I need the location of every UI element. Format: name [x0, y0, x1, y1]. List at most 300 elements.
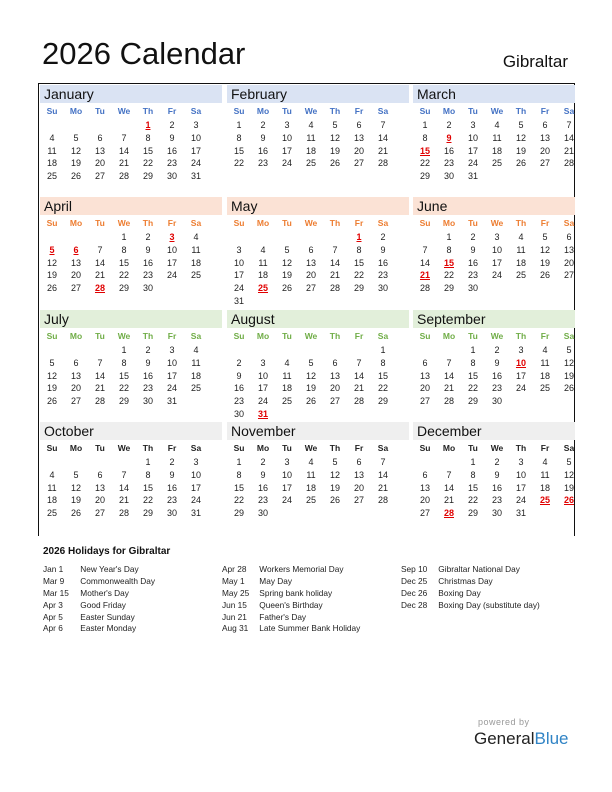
day-cell: 19	[539, 257, 550, 268]
day-cell: 30	[142, 283, 153, 294]
day-cell: 26	[305, 396, 316, 407]
day-cell: 26	[70, 508, 81, 519]
day-cell: 15	[142, 482, 153, 493]
day-cell: 6	[332, 357, 338, 368]
day-cell: 13	[70, 370, 81, 381]
day-cell: 24	[166, 383, 177, 394]
day-cell: 18	[539, 482, 550, 493]
day-cell: 27	[305, 283, 316, 294]
day-cell	[64, 119, 88, 132]
day-cell	[227, 344, 251, 357]
day-cell: 16	[377, 257, 388, 268]
day-cell: 19	[563, 482, 574, 493]
day-cell: 29	[353, 283, 364, 294]
day-cell: 28	[353, 396, 364, 407]
day-cell: 9	[260, 469, 266, 480]
day-cell: 9	[380, 244, 386, 255]
day-cell: 20	[563, 257, 574, 268]
day-cell: 8	[145, 469, 151, 480]
day-cell: 10	[257, 370, 268, 381]
week-row	[227, 482, 407, 495]
day-cell: 14	[329, 257, 340, 268]
month-name: May	[227, 197, 409, 215]
weekday-header: Su Mo Tu We Th Fr Sa	[233, 218, 389, 228]
week-row	[227, 344, 407, 357]
day-cell: 9	[169, 132, 175, 143]
day-cell: 6	[356, 120, 362, 130]
day-cell: 24	[281, 495, 292, 506]
day-cell: 16	[166, 145, 177, 156]
day-cell: 8	[422, 132, 428, 143]
day-cell: 10	[491, 244, 502, 255]
day-cell: 25	[305, 158, 316, 169]
day-cell: 17	[166, 257, 177, 268]
day-cell: 30	[166, 508, 177, 519]
day-cell: 20	[353, 145, 364, 156]
day-cell: 4	[308, 457, 314, 467]
day-cell: 29	[443, 283, 454, 294]
day-cell: 10	[515, 469, 526, 480]
day-cell: 29	[419, 171, 430, 182]
day-cell	[64, 344, 88, 357]
day-cell: 11	[191, 244, 201, 255]
day-cell: 15	[118, 257, 129, 268]
week-row	[413, 370, 593, 383]
day-cell: 9	[494, 469, 500, 480]
holiday-item: Apr 28 Workers Memorial Day	[222, 564, 344, 574]
day-cell: 6	[73, 244, 79, 255]
day-cell: 21	[563, 145, 574, 156]
day-cell: 27	[94, 171, 105, 182]
day-cell: 15	[233, 482, 244, 493]
month-october	[40, 422, 220, 520]
month-name: November	[227, 422, 409, 440]
day-cell: 10	[166, 357, 177, 368]
day-cell: 21	[118, 495, 129, 506]
day-cell: 4	[260, 244, 266, 255]
day-cell: 30	[491, 508, 502, 519]
day-cell: 21	[377, 145, 388, 156]
holiday-column	[222, 564, 360, 635]
day-cell: 19	[46, 270, 57, 281]
week-row	[413, 269, 593, 282]
day-cell: 6	[97, 132, 103, 143]
day-cell: 26	[329, 158, 340, 169]
day-cell: 2	[494, 457, 500, 467]
day-cell	[299, 231, 323, 244]
day-cell: 21	[329, 270, 340, 281]
day-cell: 29	[142, 171, 153, 182]
week-row	[227, 244, 407, 257]
day-cell: 1	[121, 345, 127, 355]
holiday-item: Dec 25 Christmas Day	[401, 575, 493, 586]
day-cell: 14	[118, 145, 129, 156]
week-row	[40, 482, 220, 495]
day-cell: 6	[308, 244, 314, 255]
holiday-item: May 25 Spring bank holiday	[222, 587, 333, 598]
day-cell: 31	[190, 171, 201, 182]
day-cell: 11	[540, 357, 550, 368]
day-cell: 17	[190, 145, 201, 156]
week-row	[40, 469, 220, 482]
day-cell	[88, 231, 112, 244]
day-cell: 3	[470, 120, 476, 130]
week-row	[227, 370, 407, 383]
day-cell: 24	[190, 495, 201, 506]
week-row	[227, 269, 407, 282]
day-cell: 14	[377, 469, 388, 480]
month-name: June	[413, 197, 575, 215]
week-row	[40, 244, 220, 257]
day-cell: 26	[563, 383, 574, 394]
week-row	[413, 494, 593, 507]
weekday-header: Su Mo Tu We Th Fr Sa	[46, 443, 202, 453]
day-cell: 4	[494, 120, 500, 130]
day-cell: 22	[377, 383, 388, 394]
day-cell: 21	[443, 383, 454, 394]
day-cell: 22	[233, 158, 244, 169]
day-cell	[40, 119, 64, 132]
day-cell: 4	[49, 469, 55, 480]
week-row	[40, 370, 220, 383]
day-cell: 27	[539, 158, 550, 169]
page-title: 2026 Calendar	[42, 36, 246, 71]
day-cell: 4	[193, 345, 199, 355]
day-cell: 15	[467, 482, 478, 493]
day-cell: 27	[419, 396, 430, 407]
weekday-header: Su Mo Tu We Th Fr Sa	[419, 443, 575, 453]
powered-by: powered by	[478, 717, 530, 727]
day-cell: 3	[236, 244, 242, 255]
day-cell: 17	[233, 270, 244, 281]
day-cell: 18	[491, 145, 502, 156]
day-cell: 20	[70, 270, 81, 281]
day-cell: 29	[467, 396, 478, 407]
day-cell: 18	[515, 257, 526, 268]
week-row	[227, 395, 407, 408]
day-cell: 20	[305, 270, 316, 281]
day-cell: 5	[49, 357, 55, 368]
day-cell: 3	[494, 232, 500, 242]
day-cell: 28	[377, 495, 388, 506]
day-cell: 15	[142, 145, 153, 156]
day-cell: 27	[70, 396, 81, 407]
day-cell: 12	[539, 244, 550, 255]
day-cell: 3	[193, 120, 199, 130]
day-cell: 3	[518, 457, 524, 467]
day-cell: 23	[491, 495, 502, 506]
day-cell: 9	[145, 357, 151, 368]
day-cell: 4	[193, 232, 199, 242]
day-cell: 2	[145, 345, 151, 355]
week-row	[413, 357, 593, 370]
day-cell: 10	[467, 132, 478, 143]
day-cell: 12	[563, 469, 574, 480]
day-cell: 20	[419, 383, 430, 394]
day-cell: 17	[491, 257, 502, 268]
day-cell: 1	[121, 232, 127, 242]
day-cell: 10	[515, 357, 526, 368]
holiday-item: May 1 May Day	[222, 575, 293, 586]
day-cell: 1	[380, 345, 386, 355]
day-cell: 18	[281, 383, 292, 394]
day-cell: 2	[236, 357, 242, 368]
day-cell: 15	[419, 145, 430, 156]
day-cell: 24	[515, 495, 526, 506]
day-cell: 14	[443, 482, 454, 493]
weekday-header: Su Mo Tu We Th Fr Sa	[233, 106, 389, 116]
day-cell: 6	[422, 357, 428, 368]
day-cell: 6	[73, 357, 79, 368]
day-cell: 23	[443, 158, 454, 169]
day-cell: 1	[145, 120, 151, 130]
week-row	[40, 119, 220, 132]
day-cell: 7	[566, 120, 572, 130]
day-cell: 30	[142, 396, 153, 407]
day-cell: 12	[329, 469, 340, 480]
day-cell: 14	[94, 370, 105, 381]
week-row	[413, 244, 593, 257]
day-cell: 14	[443, 370, 454, 381]
day-cell: 11	[306, 132, 316, 143]
day-cell: 16	[467, 257, 478, 268]
week-row	[413, 145, 593, 158]
day-cell	[413, 344, 437, 357]
day-cell: 7	[422, 244, 428, 255]
day-cell: 13	[563, 244, 574, 255]
holiday-item: Jun 15 Queen's Birthday	[222, 599, 323, 610]
day-cell: 4	[518, 232, 524, 242]
day-cell: 19	[329, 482, 340, 493]
day-cell: 13	[305, 257, 316, 268]
day-cell: 8	[470, 469, 476, 480]
day-cell: 12	[46, 370, 57, 381]
day-cell: 29	[118, 396, 129, 407]
day-cell: 20	[353, 482, 364, 493]
day-cell: 17	[190, 482, 201, 493]
day-cell: 18	[190, 370, 201, 381]
day-cell: 21	[377, 482, 388, 493]
day-cell: 24	[233, 283, 244, 294]
day-cell	[64, 456, 88, 469]
day-cell: 3	[193, 457, 199, 467]
day-cell: 26	[515, 158, 526, 169]
day-cell: 21	[443, 495, 454, 506]
day-cell: 12	[563, 357, 574, 368]
day-cell: 25	[190, 383, 201, 394]
day-cell: 19	[70, 495, 81, 506]
day-cell: 18	[46, 158, 57, 169]
day-cell: 31	[190, 508, 201, 519]
day-cell: 11	[191, 357, 201, 368]
day-cell: 12	[70, 482, 81, 493]
weekday-header: Su Mo Tu We Th Fr Sa	[419, 218, 575, 228]
day-cell: 28	[118, 171, 129, 182]
day-cell: 9	[470, 244, 476, 255]
week-row	[227, 119, 407, 132]
day-cell: 5	[332, 457, 338, 467]
day-cell: 1	[356, 232, 362, 242]
day-cell: 1	[470, 457, 476, 467]
day-cell: 30	[377, 283, 388, 294]
day-cell: 14	[419, 257, 430, 268]
day-cell: 4	[542, 345, 548, 355]
day-cell: 4	[284, 357, 290, 368]
day-cell: 13	[419, 482, 430, 493]
day-cell: 23	[233, 396, 244, 407]
day-cell: 16	[166, 482, 177, 493]
day-cell: 23	[467, 270, 478, 281]
day-cell: 24	[467, 158, 478, 169]
day-cell: 6	[542, 120, 548, 130]
day-cell: 22	[118, 383, 129, 394]
day-cell: 27	[94, 508, 105, 519]
day-cell: 5	[73, 469, 79, 480]
day-cell: 8	[356, 244, 362, 255]
brand-logo[interactable]: GeneralBlue	[474, 729, 569, 748]
day-cell: 5	[284, 244, 290, 255]
month-november	[227, 422, 407, 520]
day-cell: 1	[236, 457, 242, 467]
day-cell: 16	[491, 482, 502, 493]
day-cell: 3	[169, 345, 175, 355]
day-cell: 26	[539, 270, 550, 281]
holiday-item: Dec 26 Boxing Day	[401, 587, 481, 598]
week-row	[227, 469, 407, 482]
day-cell: 14	[377, 132, 388, 143]
day-cell: 25	[190, 270, 201, 281]
day-cell: 22	[118, 270, 129, 281]
week-row	[40, 231, 220, 244]
day-cell: 13	[94, 145, 105, 156]
day-cell: 12	[305, 370, 316, 381]
week-row	[40, 132, 220, 145]
day-cell: 7	[97, 357, 103, 368]
day-cell: 28	[419, 283, 430, 294]
day-cell: 2	[470, 232, 476, 242]
day-cell	[275, 231, 299, 244]
day-cell: 9	[236, 370, 242, 381]
week-row	[413, 382, 593, 395]
week-row	[40, 456, 220, 469]
day-cell: 19	[46, 383, 57, 394]
day-cell: 25	[46, 508, 57, 519]
day-cell: 11	[306, 469, 316, 480]
day-cell: 8	[446, 244, 452, 255]
day-cell: 5	[49, 244, 55, 255]
week-row	[227, 231, 407, 244]
day-cell	[112, 119, 136, 132]
month-june	[413, 197, 593, 295]
day-cell: 1	[236, 120, 242, 130]
weekday-header: Su Mo Tu We Th Fr Sa	[419, 106, 575, 116]
month-name: August	[227, 310, 409, 328]
week-row	[413, 231, 593, 244]
day-cell: 12	[515, 132, 526, 143]
day-cell: 15	[377, 370, 388, 381]
day-cell: 26	[70, 171, 81, 182]
week-row	[413, 170, 593, 183]
week-row	[413, 482, 593, 495]
day-cell	[251, 344, 275, 357]
weekday-header: Su Mo Tu We Th Fr Sa	[46, 218, 202, 228]
day-cell: 4	[542, 457, 548, 467]
weekday-header: Su Mo Tu We Th Fr Sa	[233, 331, 389, 341]
week-row	[413, 132, 593, 145]
day-cell: 22	[443, 270, 454, 281]
day-cell: 30	[166, 171, 177, 182]
day-cell: 24	[257, 396, 268, 407]
week-row	[413, 157, 593, 170]
day-cell: 28	[443, 396, 454, 407]
day-cell: 17	[515, 482, 526, 493]
week-row	[40, 157, 220, 170]
day-cell: 17	[281, 145, 292, 156]
day-cell: 29	[118, 283, 129, 294]
day-cell: 19	[563, 370, 574, 381]
day-cell: 21	[353, 383, 364, 394]
day-cell: 5	[308, 357, 314, 368]
day-cell: 20	[94, 158, 105, 169]
week-row	[227, 132, 407, 145]
week-row	[40, 282, 220, 295]
day-cell: 17	[281, 482, 292, 493]
day-cell: 16	[142, 257, 153, 268]
day-cell: 28	[443, 508, 454, 519]
day-cell: 19	[281, 270, 292, 281]
week-row	[40, 170, 220, 183]
day-cell: 20	[539, 145, 550, 156]
week-row	[227, 257, 407, 270]
day-cell: 23	[166, 158, 177, 169]
day-cell: 2	[169, 457, 175, 467]
day-cell: 20	[419, 495, 430, 506]
day-cell	[88, 456, 112, 469]
month-april	[40, 197, 220, 295]
week-row	[413, 344, 593, 357]
day-cell: 15	[118, 370, 129, 381]
week-row	[413, 282, 593, 295]
day-cell: 7	[380, 120, 386, 130]
week-row	[227, 282, 407, 295]
day-cell: 25	[305, 495, 316, 506]
day-cell: 22	[233, 495, 244, 506]
week-row	[227, 157, 407, 170]
day-cell: 7	[446, 469, 452, 480]
day-cell: 8	[145, 132, 151, 143]
day-cell: 5	[518, 120, 524, 130]
day-cell: 4	[308, 120, 314, 130]
day-cell: 24	[166, 270, 177, 281]
day-cell: 11	[258, 257, 268, 268]
day-cell: 10	[281, 469, 292, 480]
day-cell: 27	[329, 396, 340, 407]
week-row	[227, 145, 407, 158]
day-cell	[413, 456, 437, 469]
day-cell: 5	[542, 232, 548, 242]
day-cell: 20	[70, 383, 81, 394]
day-cell: 2	[260, 457, 266, 467]
day-cell: 11	[516, 244, 526, 255]
day-cell: 16	[257, 482, 268, 493]
holiday-item: Jun 21 Father's Day	[222, 611, 307, 622]
week-row	[413, 119, 593, 132]
month-name: January	[40, 85, 222, 103]
day-cell: 27	[563, 270, 574, 281]
week-row	[413, 469, 593, 482]
day-cell: 18	[305, 482, 316, 493]
day-cell: 24	[491, 270, 502, 281]
